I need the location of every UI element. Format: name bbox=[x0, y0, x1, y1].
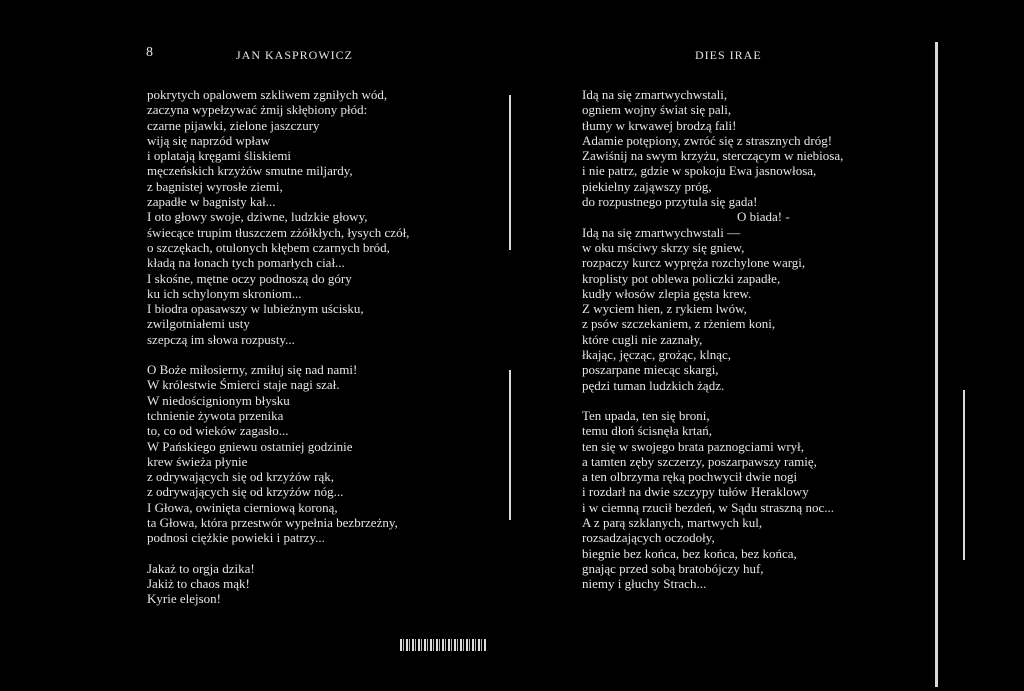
verse-line: świecące trupim tłuszczem zżółkłych, łysych czół, bbox=[147, 224, 410, 240]
verse-line: szepczą im słowa rozpusty... bbox=[147, 331, 295, 347]
verse-line: podnosi ciężkie powieki i patrzy... bbox=[147, 530, 325, 546]
verse-line: poszarpane miecąc skargi, bbox=[582, 362, 719, 378]
verse-line: o szczękach, otulonych kłębem czarnych bród, bbox=[147, 239, 390, 255]
verse-line: W niedoścignionym błysku bbox=[147, 392, 290, 408]
edge-rule-1 bbox=[935, 42, 938, 687]
verse-line: i rozdarł na dwie szczypy tułów Heraklowy bbox=[582, 484, 809, 500]
stanza-gap bbox=[147, 546, 409, 561]
verse-line: a tamten zęby szczerzy, poszarpawszy ramię, bbox=[582, 453, 817, 469]
verse-line: z bagnistej wyrosłe ziemi, bbox=[147, 178, 283, 194]
verse-line: Jakaż to orgja dzika! bbox=[147, 560, 255, 576]
verse-line: O Boże miłosierny, zmiłuj się nad nami! bbox=[147, 362, 358, 378]
verse-line: ogniem wojny świat się pali, bbox=[582, 102, 732, 118]
verse-line: kładą na łonach tych pomarłych ciał... bbox=[147, 255, 345, 271]
verse-line: kudły włosów zlepia gęsta krew. bbox=[582, 285, 752, 301]
verse-line: a ten olbrzyma ręką pochwycił dwie nogi bbox=[582, 469, 798, 485]
verse-line: I biodra opasawszy w lubieżnym uścisku, bbox=[147, 301, 364, 317]
verse-line: niemy i głuchy Strach... bbox=[582, 576, 707, 592]
verse-line: W Pańskiego gniewu ostatniej godzinie bbox=[147, 438, 353, 454]
verse-line: Jakiż to chaos mąk! bbox=[147, 575, 250, 591]
running-head-left: JAN KASPROWICZ bbox=[236, 48, 354, 62]
verse-line: krew świeża płynie bbox=[147, 453, 248, 469]
verse-line: zaczyna wypełzywać żmij skłębiony płód: bbox=[147, 102, 368, 118]
verse-line: z psów szczekaniem, z rżeniem koni, bbox=[582, 316, 776, 332]
library-stamp bbox=[400, 639, 486, 651]
verse-line: tchnienie żywota przenika bbox=[147, 407, 284, 423]
left-column bbox=[147, 87, 409, 607]
verse-line: czarne pijawki, zielone jaszczury bbox=[147, 117, 320, 133]
verse-line: ten się w swojego brata paznogciami wrył, bbox=[582, 438, 805, 454]
verse-line: Idą na się zmartwychwstali — bbox=[582, 224, 741, 240]
verse-line: piekielny zająwszy próg, bbox=[582, 178, 712, 194]
verse-line: A z parą szklanych, martwych kul, bbox=[582, 515, 763, 531]
verse-line: z odrywających się od krzyżów rąk, bbox=[147, 469, 334, 485]
verse-line: rozsadzających oczodoły, bbox=[582, 530, 715, 546]
verse-line: wiją się naprzód wpław bbox=[147, 132, 271, 148]
running-head-right: DIES IRAE bbox=[695, 48, 762, 62]
verse-line: które cugli nie zaznały, bbox=[582, 331, 703, 347]
verse-line: z odrywających się od krzyżów nóg... bbox=[147, 484, 344, 500]
verse-line: kroplisty pot oblewa policzki zapadłe, bbox=[582, 270, 781, 286]
page-number: 8 bbox=[146, 45, 153, 60]
stanza-gap bbox=[582, 393, 843, 408]
verse-line: pokrytych opalowem szkliwem zgniłych wód, bbox=[147, 87, 388, 102]
stanza-gap bbox=[147, 347, 409, 362]
right-column bbox=[582, 87, 843, 592]
verse-line: biegnie bez końca, bez końca, bez końca, bbox=[582, 545, 797, 561]
verse-line: ku ich schylonym skroniom... bbox=[147, 285, 302, 301]
verse-line: i w ciemną rzucił bezdeń, w Sądu straszną noc... bbox=[582, 499, 834, 515]
verse-line: tłumy w krwawej brodzą fali! bbox=[582, 117, 737, 133]
verse-line: gnając przed sobą bratobójczy huf, bbox=[582, 560, 764, 576]
verse-line: Ten upada, ten się broni, bbox=[582, 407, 710, 423]
verse-line: rozpaczy kurcz wypręża rozchylone wargi, bbox=[582, 255, 806, 271]
verse-line: Adamie potępiony, zwróć się z strasznych dróg! bbox=[582, 132, 833, 148]
verse-line: Zawiśnij na swym krzyżu, sterczącym w niebiosa, bbox=[582, 148, 844, 164]
verse-line: W królestwie Śmierci staje nagi szał. bbox=[147, 377, 340, 393]
verse-line: temu dłoń ścisnęła krtań, bbox=[582, 423, 712, 439]
verse-line: ta Głowa, która przestwór wypełnia bezbrzeżny, bbox=[147, 515, 398, 531]
verse-line: zwilgotniałemi usty bbox=[147, 316, 250, 332]
verse-line: to, co od wieków zagasło... bbox=[147, 423, 289, 439]
verse-line: męczeńskich krzyżów smutne miljardy, bbox=[147, 163, 353, 179]
verse-line: w oku mściwy skrzy się gniew, bbox=[582, 239, 745, 255]
verse-line: I Głowa, owinięta cierniową koroną, bbox=[147, 499, 338, 515]
verse-line: I oto głowy swoje, dziwne, ludzkie głowy, bbox=[147, 209, 368, 225]
verse-line: i oplatają kręgami śliskiemi bbox=[147, 148, 292, 164]
gutter-rule-2 bbox=[509, 370, 511, 520]
verse-line: pędzi tuman ludzkich żądz. bbox=[582, 377, 725, 393]
verse-line: łkając, jęcząc, grożąc, klnąc, bbox=[582, 347, 732, 363]
verse-line: zapadłe w bagnisty kał... bbox=[147, 194, 276, 210]
verse-line: i nie patrz, gdzie w spokoju Ewa jasnowłosa, bbox=[582, 163, 817, 179]
verse-line: do rozpustnego przytula się gada! bbox=[582, 194, 758, 210]
gutter-rule-1 bbox=[509, 95, 511, 250]
verse-line: I skośne, mętne oczy podnoszą do góry bbox=[147, 270, 352, 286]
verse-line: Kyrie elejson! bbox=[147, 591, 222, 607]
verse-line: O biada! - bbox=[737, 209, 790, 225]
verse-line: Z wyciem hien, z rykiem lwów, bbox=[582, 301, 747, 317]
edge-rule-2 bbox=[963, 390, 965, 560]
verse-line: Idą na się zmartwychwstali, bbox=[582, 87, 728, 102]
